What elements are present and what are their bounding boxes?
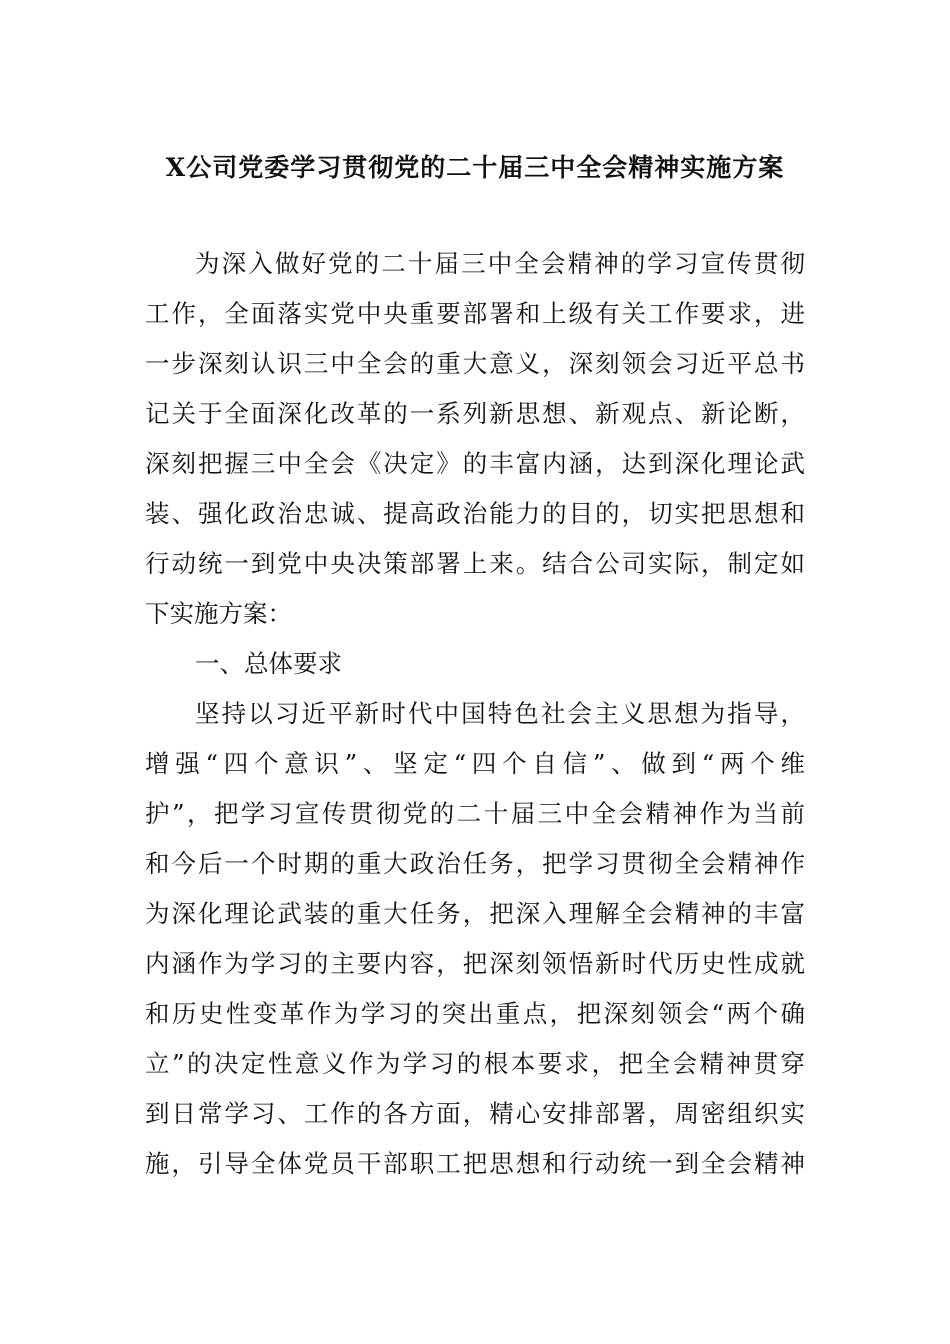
- paragraph-line: 下实施方案：: [145, 599, 292, 628]
- paragraph-line: 一步深刻认识三中全会的重大意义，深刻领会习近平总书: [145, 349, 805, 378]
- paragraph-line: 施，引导全体党员干部职工把思想和行动统一到全会精神: [145, 1149, 805, 1178]
- section-heading: 一、总体要求: [195, 649, 342, 678]
- paragraph-line: 和今后一个时期的重大政治任务，把学习贯彻全会精神作: [145, 849, 805, 878]
- paragraph-line: 和历史性变革作为学习的突出重点，把深刻领会“两个确: [145, 999, 805, 1028]
- paragraph-line: 工作，全面落实党中央重要部署和上级有关工作要求，进: [145, 299, 805, 328]
- paragraph-line: 记关于全面深化改革的一系列新思想、新观点、新论断，: [145, 399, 805, 428]
- paragraph-line: 护”，把学习宣传贯彻党的二十届三中全会精神作为当前: [145, 799, 805, 828]
- paragraph-line: 深刻把握三中全会《决定》的丰富内涵，达到深化理论武: [145, 449, 805, 478]
- paragraph-line: 坚持以习近平新时代中国特色社会主义思想为指导，: [195, 699, 805, 728]
- paragraph-line: 立”的决定性意义作为学习的根本要求，把全会精神贯穿: [145, 1049, 805, 1078]
- paragraph-line: 行动统一到党中央决策部署上来。结合公司实际，制定如: [145, 549, 805, 578]
- paragraph-line: 到日常学习、工作的各方面，精心安排部署，周密组织实: [145, 1099, 805, 1128]
- paragraph-line: 为深入做好党的二十届三中全会精神的学习宣传贯彻: [195, 249, 805, 278]
- paragraph-line: 增强“四个意识”、坚定“四个自信”、做到“两个维: [145, 749, 805, 778]
- paragraph-line: 内涵作为学习的主要内容，把深刻领悟新时代历史性成就: [145, 949, 805, 978]
- paragraph-line: 为深化理论武装的重大任务，把深入理解全会精神的丰富: [145, 899, 805, 928]
- paragraph-line: 装、强化政治忠诚、提高政治能力的目的，切实把思想和: [145, 499, 805, 528]
- document-title: X公司党委学习贯彻党的二十届三中全会精神实施方案: [165, 153, 785, 182]
